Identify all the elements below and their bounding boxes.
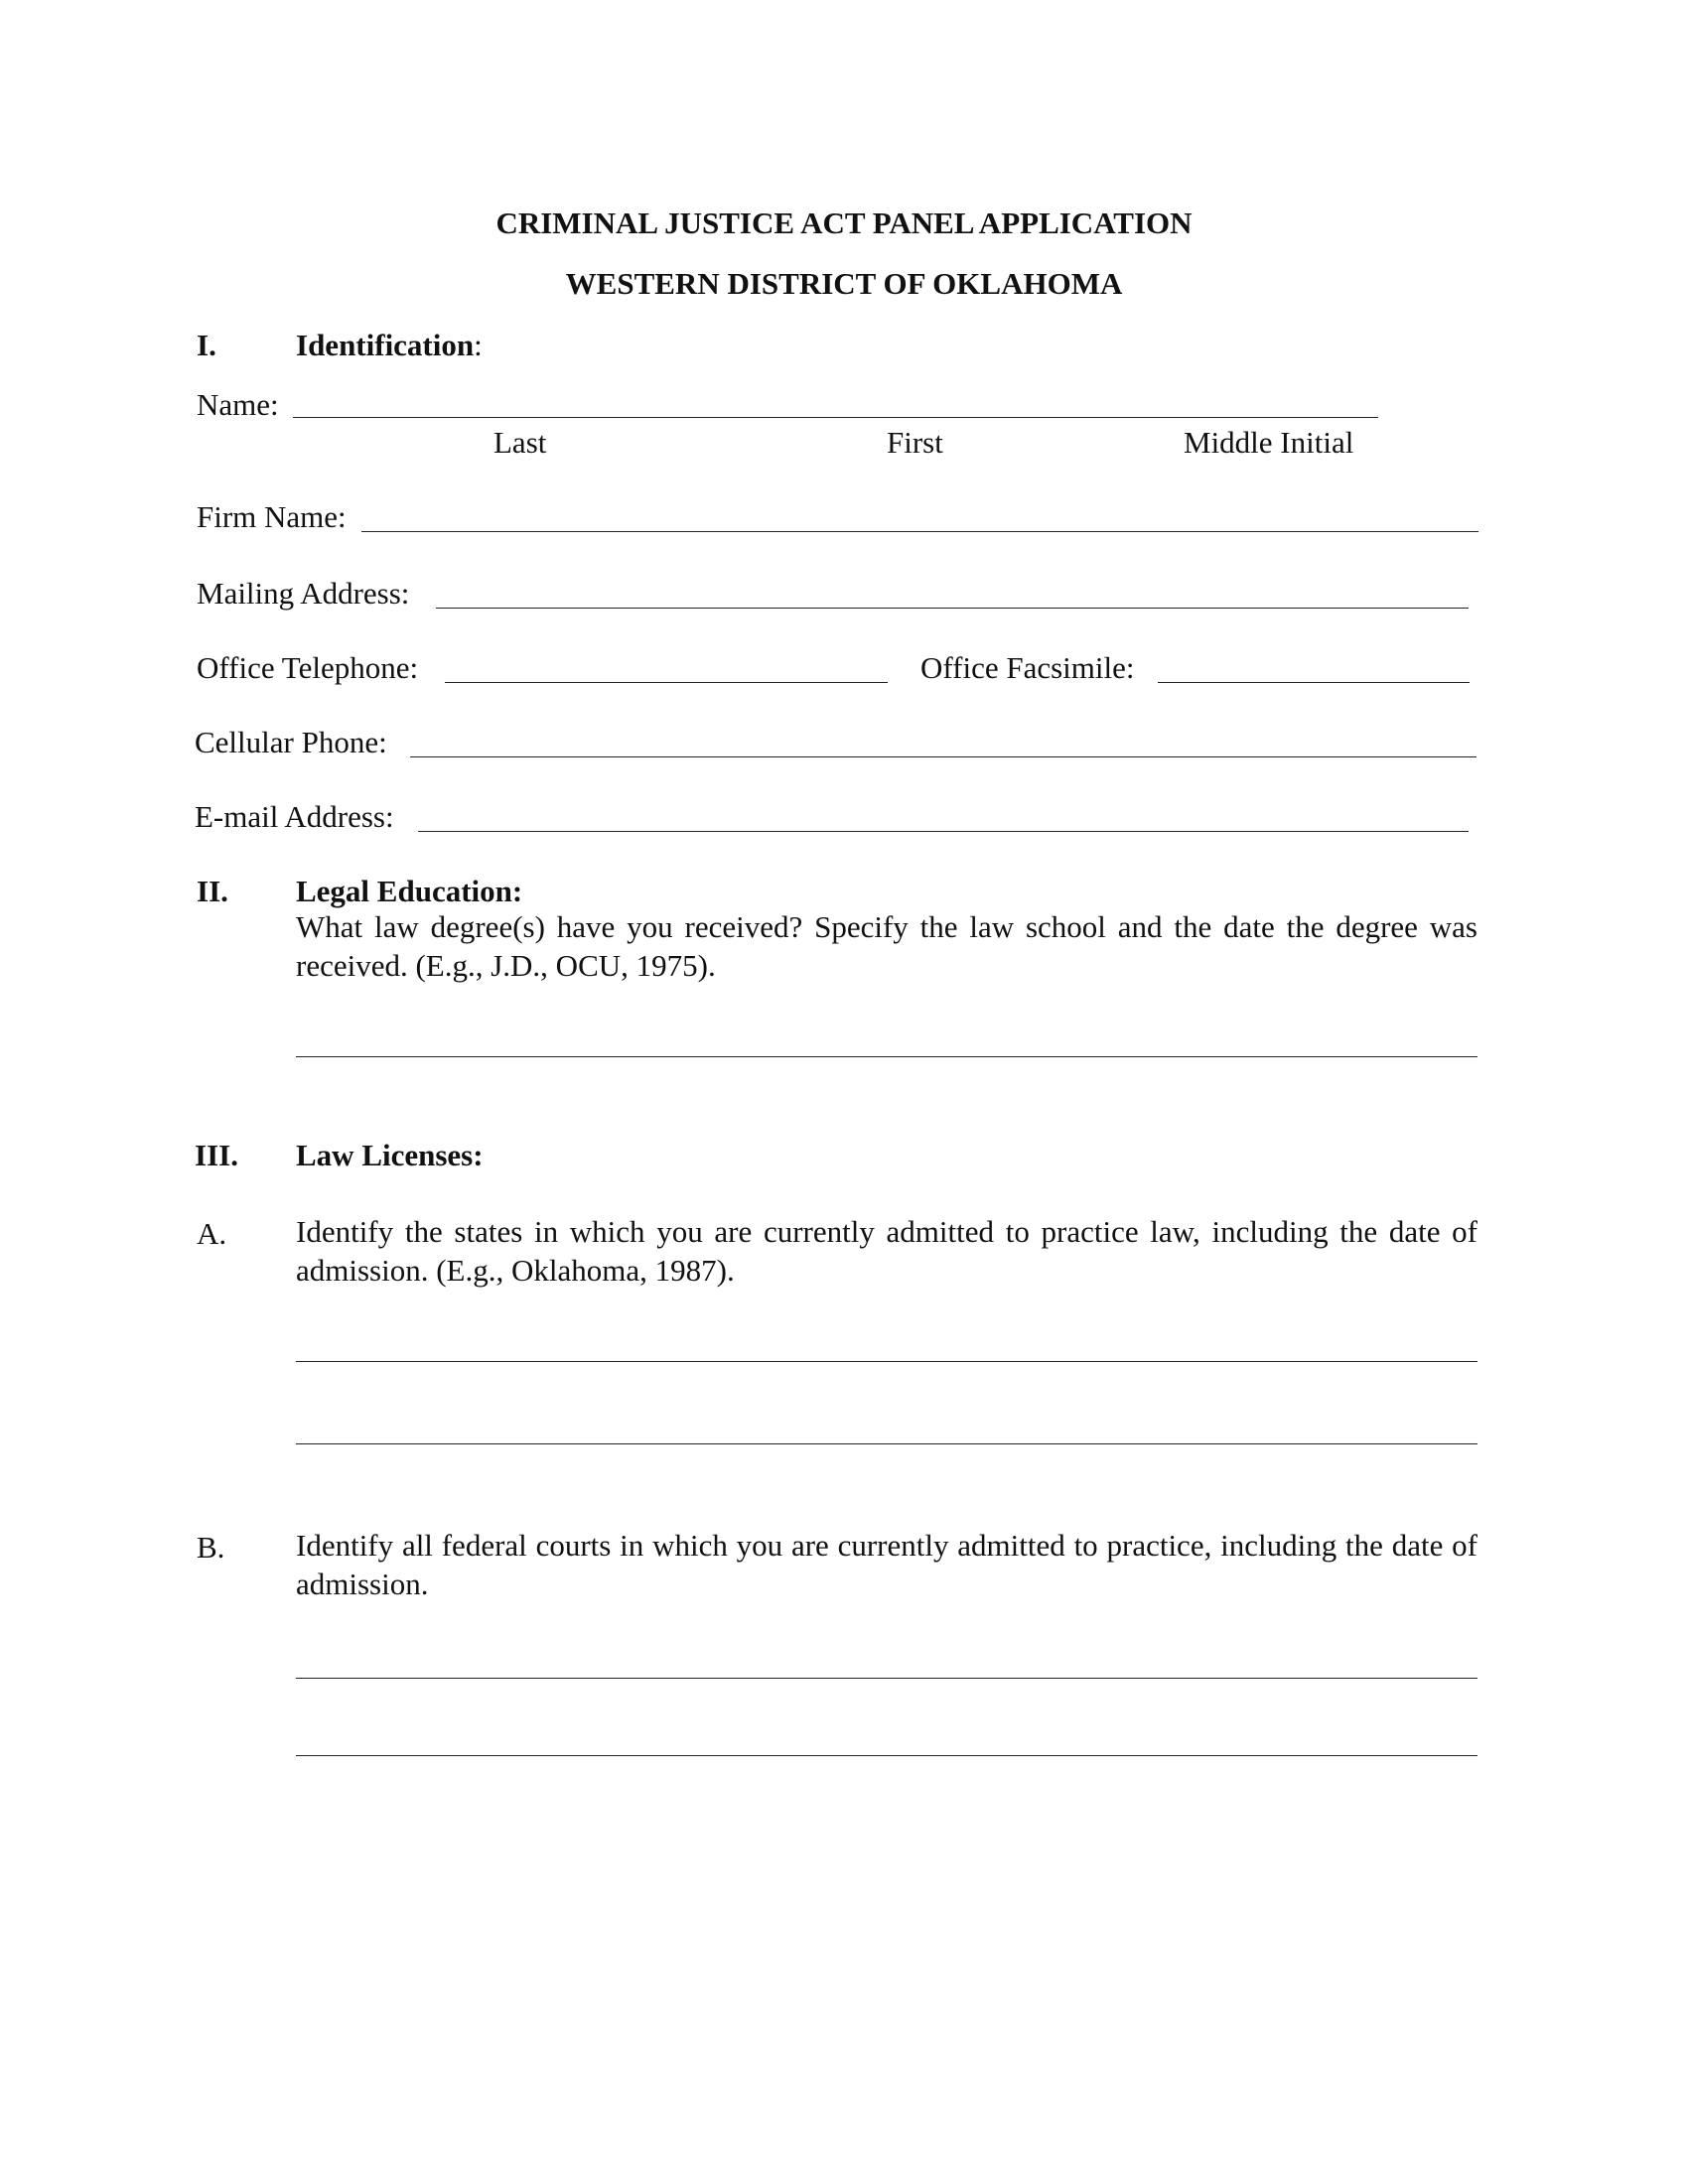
name-input-line[interactable] bbox=[293, 417, 1378, 418]
legal-education-answer-line[interactable] bbox=[296, 1056, 1477, 1057]
office-telephone-label: Office Telephone: bbox=[197, 650, 419, 685]
part-a-question: Identify the states in which you are currently admitted to practice law, including the date of admission. (E.g., Oklahoma, 1987). bbox=[296, 1214, 1477, 1288]
section-3-heading: Law Licenses: bbox=[296, 1138, 484, 1172]
section-2-number: II. bbox=[197, 874, 228, 908]
cellular-phone-input-line[interactable] bbox=[410, 756, 1477, 757]
mailing-address-input-line[interactable] bbox=[436, 608, 1469, 609]
part-b-answer-line-2[interactable] bbox=[296, 1755, 1477, 1756]
part-b-answer-line-1[interactable] bbox=[296, 1678, 1477, 1679]
office-telephone-input-line[interactable] bbox=[445, 682, 888, 683]
name-sublabel-middle-initial: Middle Initial bbox=[1184, 425, 1354, 460]
mailing-address-label: Mailing Address: bbox=[197, 576, 410, 611]
section-1-heading bbox=[296, 328, 483, 363]
email-address-label: E-mail Address: bbox=[195, 799, 394, 834]
document-subtitle: WESTERN DISTRICT OF OKLAHOMA bbox=[565, 266, 1123, 301]
name-sublabel-first: First bbox=[887, 425, 943, 460]
section-3-number: III. bbox=[195, 1138, 238, 1172]
office-facsimile-label: Office Facsimile: bbox=[920, 650, 1135, 685]
firm-name-input-line[interactable] bbox=[361, 531, 1478, 532]
part-a-answer-line-2[interactable] bbox=[296, 1443, 1477, 1444]
legal-education-question: What law degree(s) have you received? Specify the law school and the date the degree was received. (E.g., J.D., OCU, 1975). bbox=[296, 909, 1477, 983]
name-label: Name: bbox=[197, 387, 279, 422]
part-a-answer-line-1[interactable] bbox=[296, 1361, 1477, 1362]
email-address-input-line[interactable] bbox=[418, 831, 1469, 832]
part-b-letter: B. bbox=[197, 1530, 225, 1565]
firm-name-label: Firm Name: bbox=[197, 499, 347, 534]
section-1-heading-colon: : bbox=[474, 328, 483, 362]
part-a-letter: A. bbox=[197, 1216, 227, 1251]
section-1-number: I. bbox=[197, 328, 216, 362]
office-facsimile-input-line[interactable] bbox=[1158, 682, 1470, 683]
cellular-phone-label: Cellular Phone: bbox=[195, 725, 387, 759]
part-b-question: Identify all federal courts in which you are currently admitted to practice, including the date of admission. bbox=[296, 1528, 1477, 1601]
name-sublabel-last: Last bbox=[493, 425, 547, 460]
section-2-heading: Legal Education: bbox=[296, 874, 523, 908]
section-1-heading-text: Identification bbox=[296, 328, 475, 362]
document-title: CRIMINAL JUSTICE ACT PANEL APPLICATION bbox=[495, 205, 1193, 240]
